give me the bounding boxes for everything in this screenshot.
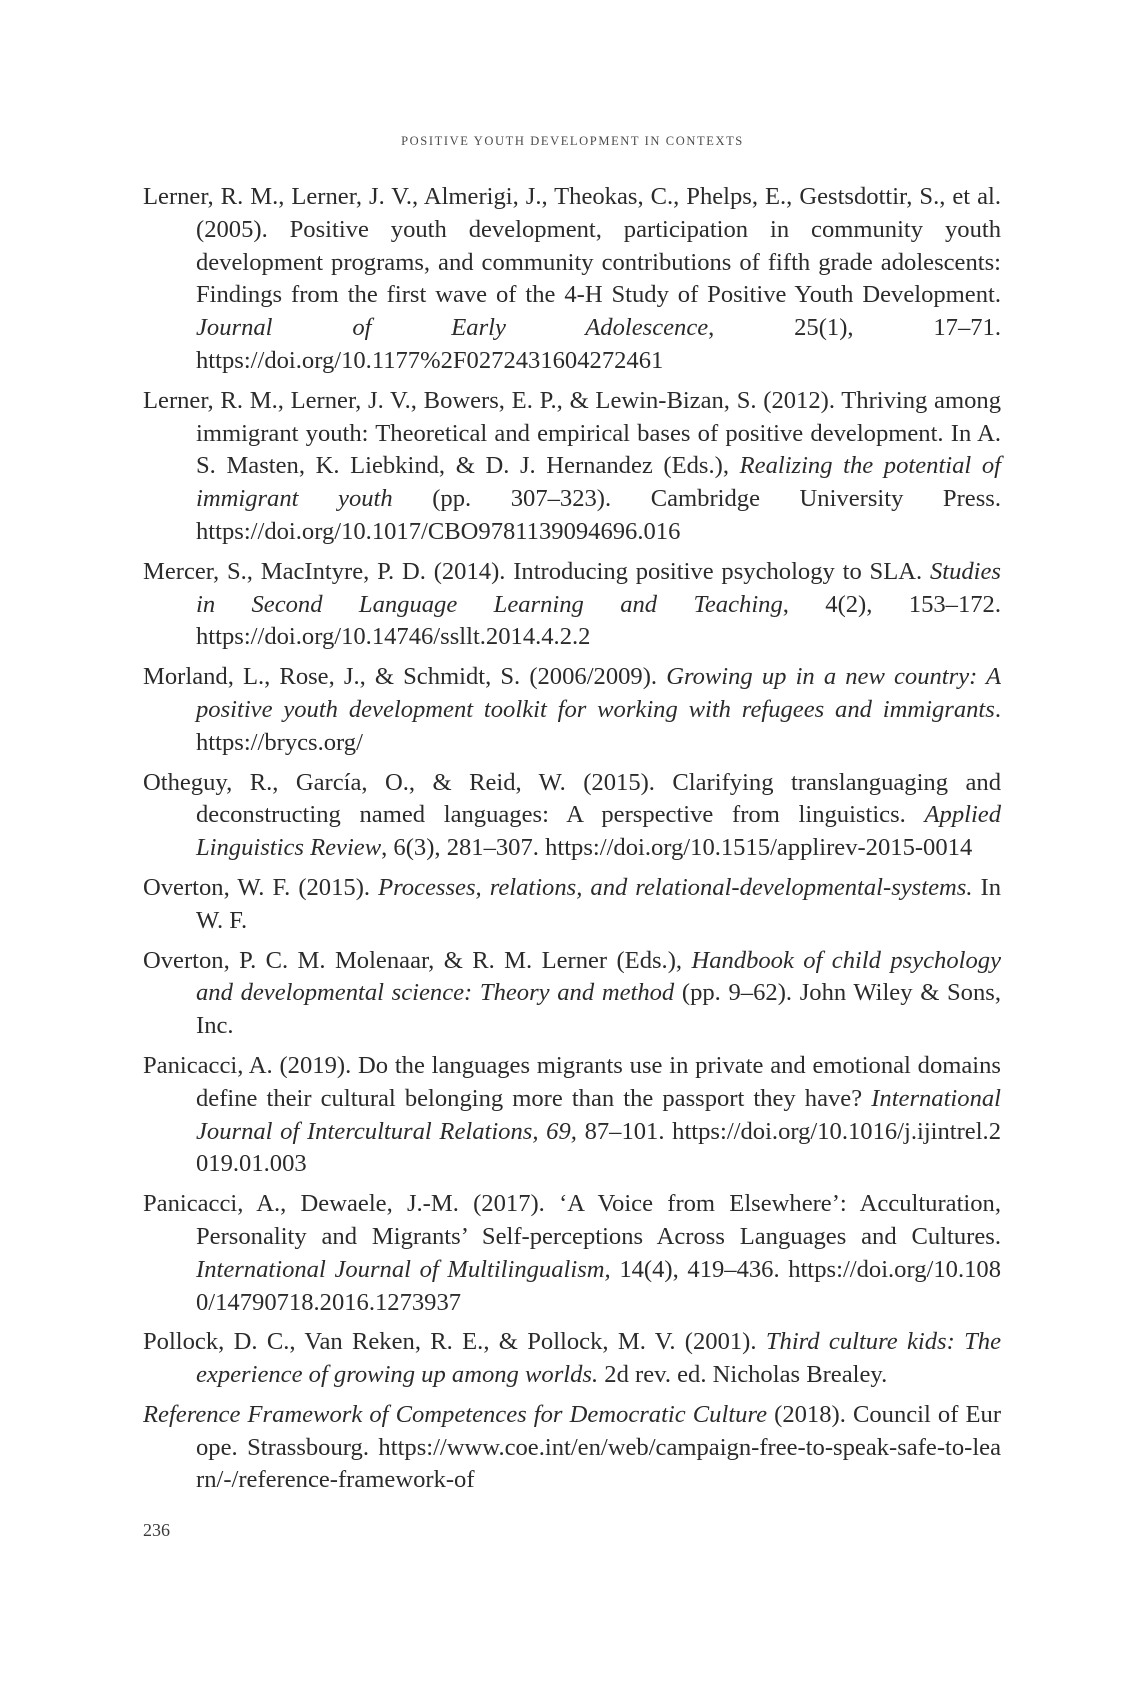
reference-text: Overton, W. F. (2015). [143,873,379,901]
reference-details: (pp. 307–323). Cambridge University Press. https://doi.org/10.1017/CBO9781139094696.016 [196,485,1001,545]
reference-entry [143,181,1001,378]
reference-details: 14(4), 419–436. https://doi.org/10.1080/14790718.2016.1273937 [196,1255,1001,1316]
reference-title: Processes, relations, and relational-developmental-systems. [378,873,973,901]
reference-details: (2018). Council of Europe. Strassbourg. https://www.coe.int/en/web/campaign-free-to-speak-safe-to-learn/-/reference-framework-of [196,1400,1002,1494]
reference-entry [143,945,1001,1043]
reference-text: Lerner, R. M., Lerner, J. V., Bowers, E. P., & Lewin-Bizan, S. (2012). Thriving among immigrant youth: Theoretical and empirical bases of positive development. In A. S. Masten, K. Liebkind, & D. J. Hernandez (Eds.), [143,386,1001,480]
reference-title: Applied Linguistics Review [196,801,1001,862]
reference-title: Growing up in a new country: A positive youth development toolkit for working with refugees and immigrants [196,663,1002,723]
reference-details: 2d rev. ed. Nicholas Brealey. [598,1361,888,1389]
reference-title: Journal of Early Adolescence [196,314,709,342]
reference-details: 87–101. https://doi.org/10.1016/j.ijintrel.2019.01.003 [196,1117,1001,1178]
reference-entry [143,1326,1001,1392]
reference-details: , 25(1), 17–71. https://doi.org/10.1177%2F0272431604272461 [196,314,1001,374]
reference-entry [143,872,1001,938]
running-head: POSITIVE YOUTH DEVELOPMENT IN CONTEXTS [401,134,744,148]
reference-entry [143,556,1001,654]
reference-entry [143,1050,1001,1181]
reference-title: Handbook of child psychology and developmental science: Theory and method [196,946,1001,1007]
reference-entry [143,385,1001,549]
reference-text: Otheguy, R., García, O., & Reid, W. (2015). Clarifying translanguaging and deconstructing named languages: A perspective from linguistics. [143,768,1001,829]
reference-text: Panicacci, A., Dewaele, J.-M. (2017). ‘A Voice from Elsewhere’: Acculturation, Personality and Migrants’ Self-perceptions Across Languages and Cultures. [143,1190,1001,1250]
reference-text: Pollock, D. C., Van Reken, R. E., & Pollock, M. V. (2001). [143,1328,766,1356]
reference-title: Realizing the potential of immigrant youth [196,452,1001,513]
reference-title: Studies in Second Language Learning and Teaching [196,557,1001,618]
reference-text: Morland, L., Rose, J., & Schmidt, S. (2006/2009). [143,663,667,691]
reference-entry [143,661,1001,759]
reference-text: Panicacci, A. (2019). Do the languages migrants use in private and emotional domains define their cultural belonging more than the passport they have? [143,1051,1001,1112]
reference-title: Reference Framework of Competences for Democratic Culture [143,1400,768,1428]
reference-details: , 4(2), 153–172. https://doi.org/10.14746/ssllt.2014.4.2.2 [196,590,1001,651]
reference-details: , 6(3), 281–307. https://doi.org/10.1515/applirev-2015-0014 [381,834,973,862]
reference-details: (pp. 9–62). John Wiley & Sons, Inc. [196,979,1001,1040]
reference-entry [143,1188,1001,1319]
reference-entry [143,1399,1001,1497]
reference-title: International Journal of Multilingualism, [196,1255,611,1283]
reference-title: Third culture kids: The experience of growing up among worlds. [196,1328,1002,1389]
reference-details: In W. F. [196,873,1001,934]
reference-text: Lerner, R. M., Lerner, J. V., Almerigi, J., Theokas, C., Phelps, E., Gestsdottir, S., et al. (2005). Positive youth development, participation in community youth development programs, and community contributions of fifth grade adolescents: Findings from the first wave of the 4-H Study of Positive Youth Development. [143,183,1001,309]
reference-title: International Journal of Intercultural Relations, 69, [196,1084,1001,1145]
reference-text: Mercer, S., MacIntyre, P. D. (2014). Introducing positive psychology to SLA. [143,557,930,585]
reference-entry [143,767,1001,865]
reference-text: Overton, P. C. M. Molenaar, & R. M. Lerner (Eds.), [143,946,692,974]
reference-list [143,181,1001,1504]
reference-details: . https://brycs.org/ [196,695,1001,756]
page-number: 236 [143,1520,170,1540]
